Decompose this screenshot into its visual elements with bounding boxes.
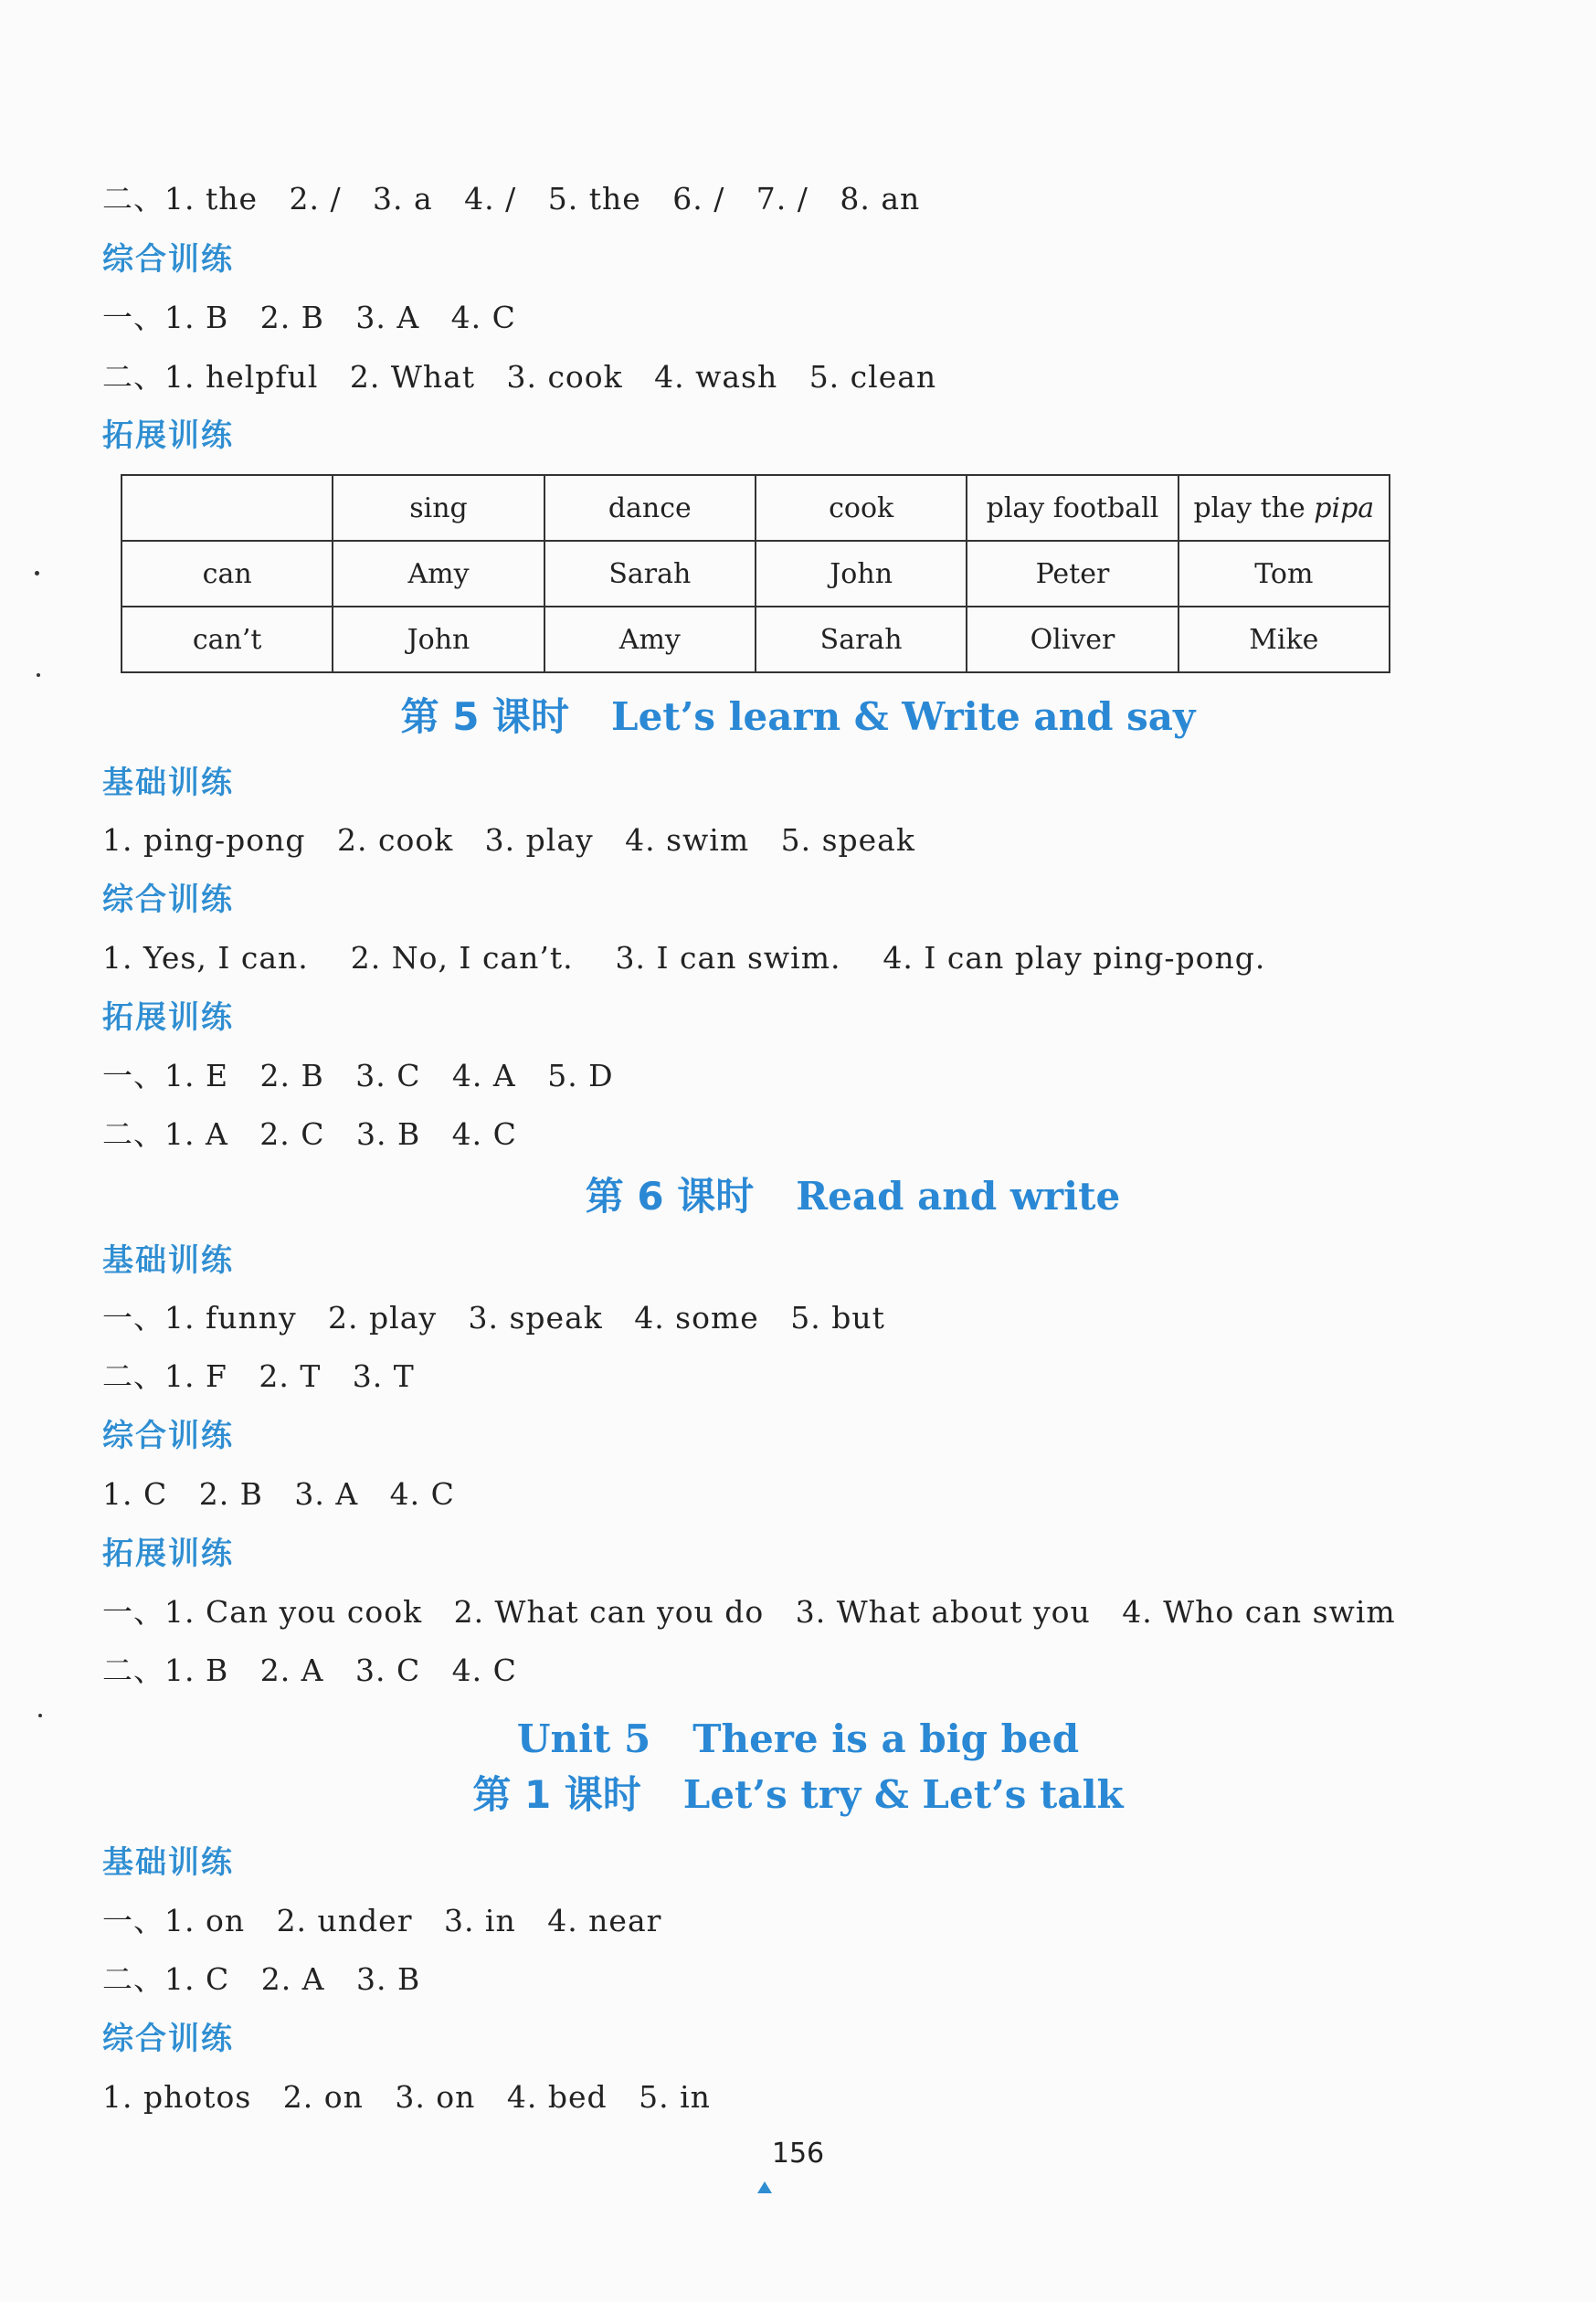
cell-text: play the bbox=[1193, 491, 1315, 524]
answer-line: 1. ping-pong 2. cook 3. play 4. swim 5. speak bbox=[102, 822, 915, 858]
table-cell: dance bbox=[544, 475, 756, 541]
section-heading: 拓展训练 bbox=[102, 1536, 234, 1572]
table-cell: can bbox=[122, 541, 333, 607]
unit-title bbox=[0, 1716, 1596, 1762]
section-heading: 综合训练 bbox=[102, 241, 234, 278]
table-row-can bbox=[122, 541, 1390, 607]
lesson-title bbox=[55, 1174, 1596, 1220]
section-heading: 基础训练 bbox=[102, 1242, 234, 1279]
answer-line: 二、1. A 2. C 3. B 4. C bbox=[102, 1116, 517, 1152]
page-marker-triangle-icon bbox=[757, 2181, 772, 2193]
lesson-name: Let’s try & Let’s talk bbox=[682, 1772, 1124, 1817]
lesson-number: 第 6 课时 bbox=[585, 1174, 755, 1219]
answer-line: 一、1. funny 2. play 3. speak 4. some 5. but bbox=[102, 1300, 885, 1336]
answer-line: 1. Yes, I can. 2. No, I can’t. 3. I can swim. 4. I can play ping-pong. bbox=[102, 940, 1266, 976]
answer-line: 二、1. B 2. A 3. C 4. C bbox=[102, 1653, 517, 1688]
table-cell: Amy bbox=[544, 607, 756, 672]
section-heading: 拓展训练 bbox=[102, 417, 234, 454]
table-cell bbox=[1179, 475, 1390, 541]
table-cell: Tom bbox=[1179, 541, 1390, 607]
section-heading: 综合训练 bbox=[102, 1418, 234, 1454]
answer-line: 1. photos 2. on 3. on 4. bed 5. in bbox=[102, 2079, 711, 2115]
lesson-title bbox=[0, 694, 1596, 740]
table-cell: Amy bbox=[333, 541, 544, 607]
table-cell: play football bbox=[967, 475, 1178, 541]
unit-number: Unit 5 bbox=[516, 1716, 651, 1761]
scan-speck bbox=[38, 1714, 42, 1717]
page-number: 156 bbox=[771, 2138, 825, 2170]
table-cell: can’t bbox=[122, 607, 333, 672]
answer-line: 一、1. E 2. B 3. C 4. A 5. D bbox=[102, 1058, 614, 1093]
lesson-number: 第 1 课时 bbox=[472, 1772, 641, 1817]
table-cell: Mike bbox=[1179, 607, 1390, 672]
table-header-row bbox=[122, 475, 1390, 541]
lesson-name: Let’s learn & Write and say bbox=[611, 694, 1196, 739]
scan-speck bbox=[35, 571, 39, 576]
table-cell: Oliver bbox=[967, 607, 1178, 672]
section-heading: 基础训练 bbox=[102, 1844, 234, 1881]
cell-italic-text: pipa bbox=[1314, 491, 1375, 524]
section-heading: 基础训练 bbox=[102, 765, 234, 801]
answer-line: 二、1. helpful 2. What 3. cook 4. wash 5. clean bbox=[102, 359, 937, 395]
table-cell: John bbox=[756, 541, 967, 607]
answer-line: 一、1. B 2. B 3. A 4. C bbox=[102, 300, 516, 335]
answer-line: 1. C 2. B 3. A 4. C bbox=[102, 1476, 455, 1512]
unit-name: There is a big bed bbox=[692, 1716, 1080, 1761]
answer-line: 一、1. Can you cook 2. What can you do 3. What about you 4. Who can swim bbox=[102, 1594, 1396, 1630]
table-cell: cook bbox=[756, 475, 967, 541]
table-cell: Peter bbox=[967, 541, 1178, 607]
answer-line: 二、1. C 2. A 3. B bbox=[102, 1961, 421, 1997]
lesson-name: Read and write bbox=[796, 1174, 1121, 1219]
ability-table bbox=[121, 474, 1390, 673]
lesson-title bbox=[0, 1772, 1596, 1818]
table-cell: sing bbox=[333, 475, 544, 541]
table-cell: John bbox=[333, 607, 544, 672]
lesson-number: 第 5 课时 bbox=[400, 694, 570, 739]
section-heading: 拓展训练 bbox=[102, 999, 234, 1036]
answer-line: 二、1. F 2. T 3. T bbox=[102, 1358, 415, 1394]
table-cell bbox=[122, 475, 333, 541]
answer-line: 二、1. the 2. ∕ 3. a 4. ∕ 5. the 6. ∕ 7. ∕ 8. an bbox=[102, 181, 921, 216]
answer-line: 一、1. on 2. under 3. in 4. near bbox=[102, 1903, 662, 1938]
table-cell: Sarah bbox=[756, 607, 967, 672]
section-heading: 综合训练 bbox=[102, 2021, 234, 2057]
section-heading: 综合训练 bbox=[102, 882, 234, 918]
scan-speck bbox=[37, 673, 40, 677]
table-cell: Sarah bbox=[544, 541, 756, 607]
table-row-cant bbox=[122, 607, 1390, 672]
